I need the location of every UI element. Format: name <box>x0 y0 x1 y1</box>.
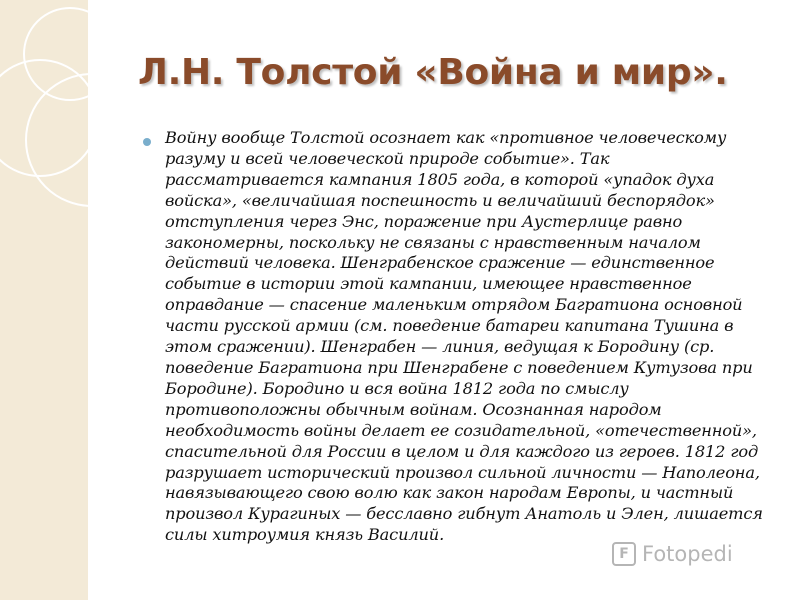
watermark-logo-icon: F <box>612 542 636 566</box>
bullet-marker-icon <box>143 138 151 146</box>
watermark <box>612 542 733 566</box>
decor-circle-3 <box>24 8 88 100</box>
decorative-side-panel <box>0 0 88 600</box>
decor-circle-1 <box>0 60 88 176</box>
bullet-text: Войну вообще Толстой осознает как «противное человеческому разуму и всей человеческой природе событие». Так рассматривается кампания 1805 года, в которой «упадок духа войска», «величайшая поспешность и величайший беспорядок» отступления через Энс, поражение при Аустерлице равно закономерны, поскольку не связаны с нравственным началом действий человека. Шенграбенское сражение — единственное событие в истории этой кампании, имеющее нравственное оправдание — спасение маленьким отрядом Багратиона основной части русской армии (см. поведение батареи капитана Тушина в этом сражении). Шенграбен — линия, ведущая к Бородину (ср. поведение Багратиона при Шенграбене с поведением Кутузова при Бородине). Бородино и вся война 1812 года по смыслу противоположны обычным войнам. Осознанная народом необходимость войны делает ее созидательной, «отечественной», спасительной для России в целом и для каждого из героев. 1812 год разрушает исторический произвол сильной личности — Наполеона, навязывающего свою волю как закон народам Европы, и частный произвол Курагиных — бесславно гибнут Анатоль и Элен, лишается силы хитроумия князь Василий. <box>165 128 763 545</box>
bullet-item <box>143 128 773 546</box>
decor-circle-2 <box>26 74 88 206</box>
watermark-text: Fotopedi <box>642 542 733 566</box>
slide-title: Л.Н. Толстой «Война и мир». <box>138 52 728 93</box>
decorative-circles <box>0 0 88 600</box>
